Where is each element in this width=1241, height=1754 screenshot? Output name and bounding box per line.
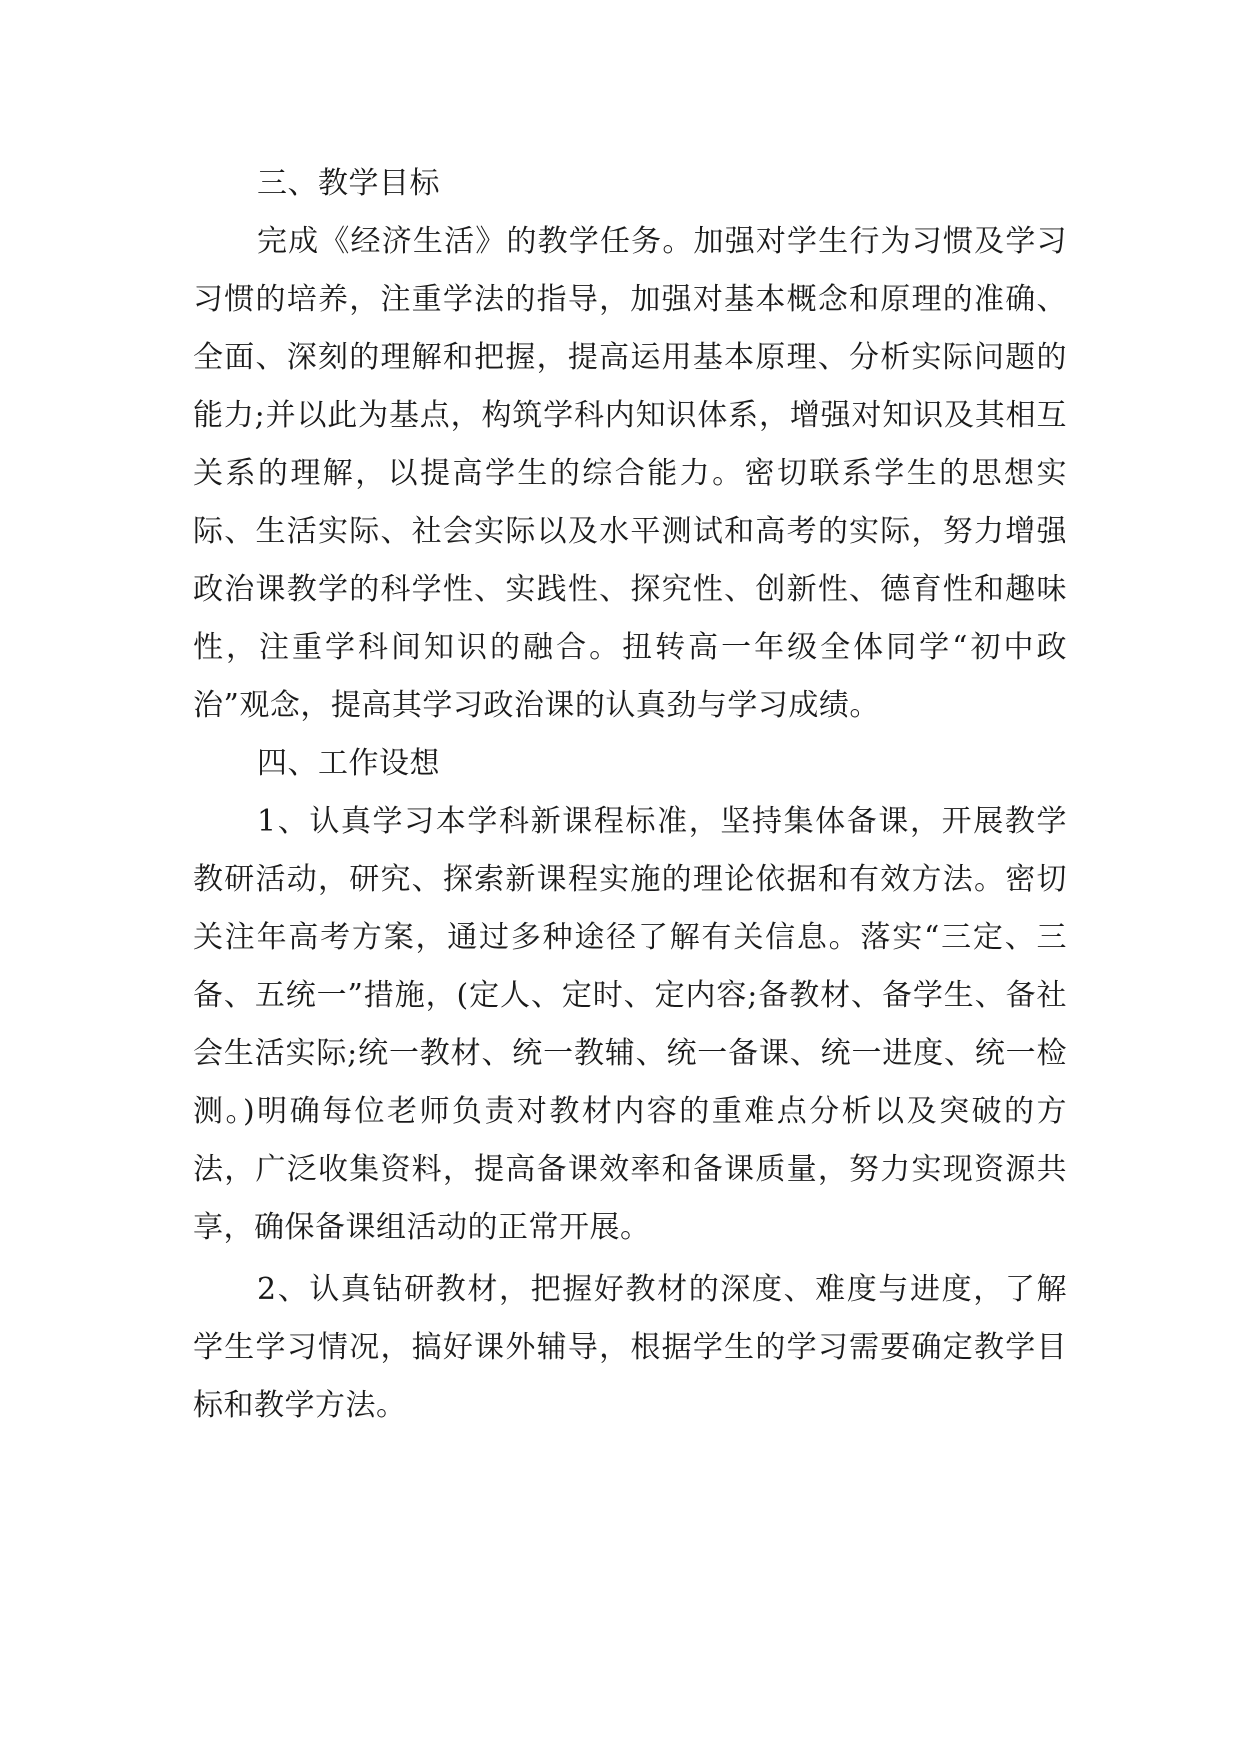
work-plan-item-1: 1、认真学习本学科新课程标准，坚持集体备课，开展教学教研活动，研究、探索新课程实施的理论依据和有效方法。密切关注年高考方案，通过多种途径了解有关信息。落实“三定、三备、五统一”措施，(定人、定时、定内容;备教材、备学生、备社会生活实际;统一教材、统一教辅、统一备课、统一进度、统一检测。)明确每位老师负责对教材内容的重难点分析以及突破的方法，广泛收集资料，提高备课效率和备课质量，努力实现资源共享，确保备课组活动的正常开展。 xyxy=(193,804,1067,1245)
work-plan-item-2: 2、认真钻研教材，把握好教材的深度、难度与进度，了解学生学习情况，搞好课外辅导，根据学生的学习需要确定教学目标和教学方法。 xyxy=(193,1272,1067,1423)
teaching-goals-paragraph: 完成《经济生活》的教学任务。加强对学生行为习惯及学习习惯的培养，注重学法的指导，加强对基本概念和原理的准确、全面、深刻的理解和把握，提高运用基本原理、分析实际问题的能力;并以此为基点，构筑学科内知识体系，增强对知识及其相互关系的理解，以提高学生的综合能力。密切联系学生的思想实际、生活实际、社会实际以及水平测试和高考的实际，努力增强政治课教学的科学性、实践性、探究性、创新性、德育性和趣味性，注重学科间知识的融合。扭转高一年级全体同学“初中政治”观念，提高其学习政治课的认真劲与学习成绩。 xyxy=(193,224,1067,723)
section-heading-work-plan: 四、工作设想 xyxy=(257,746,440,781)
document-body xyxy=(193,155,1067,1435)
section-heading-teaching-goals: 三、教学目标 xyxy=(257,166,440,201)
